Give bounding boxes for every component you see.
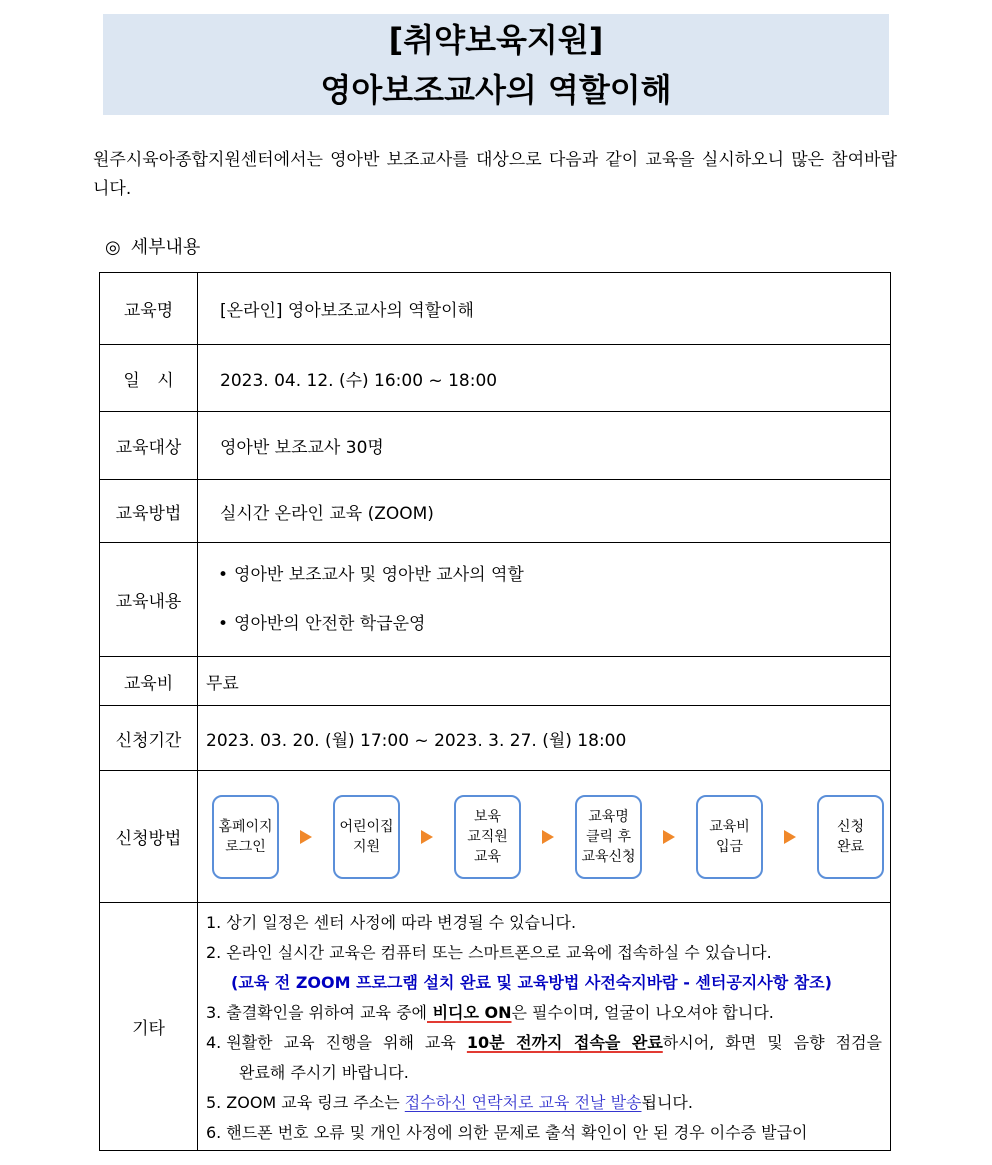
etc-item-number: 4. [206, 1033, 222, 1052]
apply-steps-flow [198, 795, 890, 879]
step-box [454, 795, 521, 879]
title-category: [취약보육지원] [388, 20, 604, 59]
etc-notes [198, 903, 891, 1151]
step-box [212, 795, 279, 879]
label-course-name: 교육명 [100, 273, 198, 345]
details-table [99, 272, 891, 1151]
etc-item-2 [206, 938, 882, 968]
row-apply [100, 771, 891, 903]
etc-item-3 [206, 998, 882, 1028]
label-etc: 기타 [100, 903, 198, 1151]
label-datetime: 일 시 [100, 345, 198, 412]
section-heading-text: 세부내용 [130, 237, 201, 258]
label-method: 교육방법 [100, 480, 198, 543]
bullet-icon: • [218, 613, 229, 634]
label-fee: 교육비 [100, 657, 198, 706]
etc-item-1 [206, 908, 882, 938]
etc-item-number: 3. [206, 1003, 222, 1022]
row-course-name [100, 273, 891, 345]
content-item-text: 영아반 보조교사 및 영아반 교사의 역할 [234, 564, 524, 585]
etc-item-number: 1. [206, 913, 222, 932]
page-title: 영아보조교사의 역할이해 [320, 70, 672, 109]
content-item [218, 600, 890, 649]
step-text: 교육 [473, 848, 502, 865]
step-text: 교육비 [709, 818, 750, 835]
step-text: 로그인 [225, 838, 266, 855]
etc-item-number: 6. [206, 1123, 222, 1142]
bullet-icon: • [218, 564, 229, 585]
etc-item-4 [206, 1028, 882, 1058]
method-value: 실시간 온라인 교육 (ZOOM) [198, 480, 891, 543]
arrow-right-icon [542, 830, 554, 844]
intro-paragraph: 원주시육아종합지원센터에서는 영아반 보조교사를 대상으로 다음과 같이 교육을 실시하오니 많은 참여바랍니다. [93, 150, 897, 199]
arrow-right-icon [421, 830, 433, 844]
content-item [218, 551, 890, 600]
step-text: 완료 [836, 838, 865, 855]
arrow-right-icon [300, 830, 312, 844]
step-text: 신청 [836, 818, 865, 835]
step-box [575, 795, 642, 879]
label-target: 교육대상 [100, 412, 198, 480]
title-banner [103, 14, 889, 115]
step-box [696, 795, 763, 879]
step-box [817, 795, 884, 879]
etc-item-emphasis: 10분 전까지 접속을 완료 [466, 1033, 663, 1052]
etc-item-number: 5. [206, 1093, 222, 1112]
period-value: 2023. 03. 20. (월) 17:00 ~ 2023. 3. 27. (월) 18:00 [198, 706, 891, 771]
row-method [100, 480, 891, 543]
step-text: 보육 [473, 808, 502, 825]
etc-item-highlight: 접수하신 연락처로 교육 전날 발송 [404, 1093, 642, 1112]
etc-item-text: 온라인 실시간 교육은 컴퓨터 또는 스마트폰으로 교육에 접속하실 수 있습니다. [226, 943, 772, 962]
etc-item-text: 하시어, 화면 및 음향 점검을 [662, 1033, 882, 1052]
apply-steps-cell [198, 771, 891, 903]
etc-item-text: 됩니다. [641, 1093, 693, 1112]
row-content [100, 543, 891, 657]
etc-item-text: 상기 일정은 센터 사정에 따라 변경될 수 있습니다. [226, 913, 577, 932]
etc-item-2-note: (교육 전 ZOOM 프로그램 설치 완료 및 교육방법 사전숙지바람 - 센터공지사항 참조) [231, 973, 832, 992]
etc-item-4-continuation: 완료해 주시기 바랍니다. [239, 1063, 409, 1082]
row-target [100, 412, 891, 480]
fee-value: 무료 [198, 657, 891, 706]
step-text: 교육명 [588, 808, 629, 825]
label-apply: 신청방법 [100, 771, 198, 903]
label-period: 신청기간 [100, 706, 198, 771]
section-marker-icon: ◎ [105, 237, 121, 258]
step-text: 클릭 후 [585, 828, 632, 845]
step-box [333, 795, 400, 879]
step-text: 교육신청 [581, 848, 636, 865]
course-name-value: [온라인] 영아보조교사의 역할이해 [198, 273, 891, 345]
arrow-right-icon [663, 830, 675, 844]
label-content: 교육내용 [100, 543, 198, 657]
etc-item-number: 2. [206, 943, 222, 962]
content-value [198, 543, 891, 657]
step-text: 어린이집 [339, 818, 394, 835]
row-datetime [100, 345, 891, 412]
content-item-text: 영아반의 안전한 학급운영 [234, 613, 426, 634]
datetime-value: 2023. 04. 12. (수) 16:00 ~ 18:00 [198, 345, 891, 412]
etc-item-text: ZOOM 교육 링크 주소는 [226, 1093, 405, 1112]
etc-item-text: 원활한 교육 진행을 위해 교육 [226, 1033, 467, 1052]
etc-item-text: 출결확인을 위하여 교육 중에 [226, 1003, 427, 1022]
arrow-right-icon [784, 830, 796, 844]
row-period [100, 706, 891, 771]
etc-item-text: 핸드폰 번호 오류 및 개인 사정에 의한 문제로 출석 확인이 안 된 경우 이수증 발급이 [226, 1123, 808, 1142]
step-text: 교직원 [467, 828, 508, 845]
etc-item-6 [206, 1118, 882, 1148]
step-text: 지원 [352, 838, 381, 855]
row-etc [100, 903, 891, 1151]
step-text: 입금 [715, 838, 744, 855]
row-fee [100, 657, 891, 706]
step-text: 홈페이지 [218, 818, 273, 835]
section-heading [105, 236, 200, 260]
etc-item-text: 은 필수이며, 얼굴이 나오셔야 합니다. [511, 1003, 774, 1022]
etc-item-5 [206, 1088, 882, 1118]
target-value: 영아반 보조교사 30명 [198, 412, 891, 480]
etc-item-emphasis: 비디오 ON [427, 1003, 512, 1022]
